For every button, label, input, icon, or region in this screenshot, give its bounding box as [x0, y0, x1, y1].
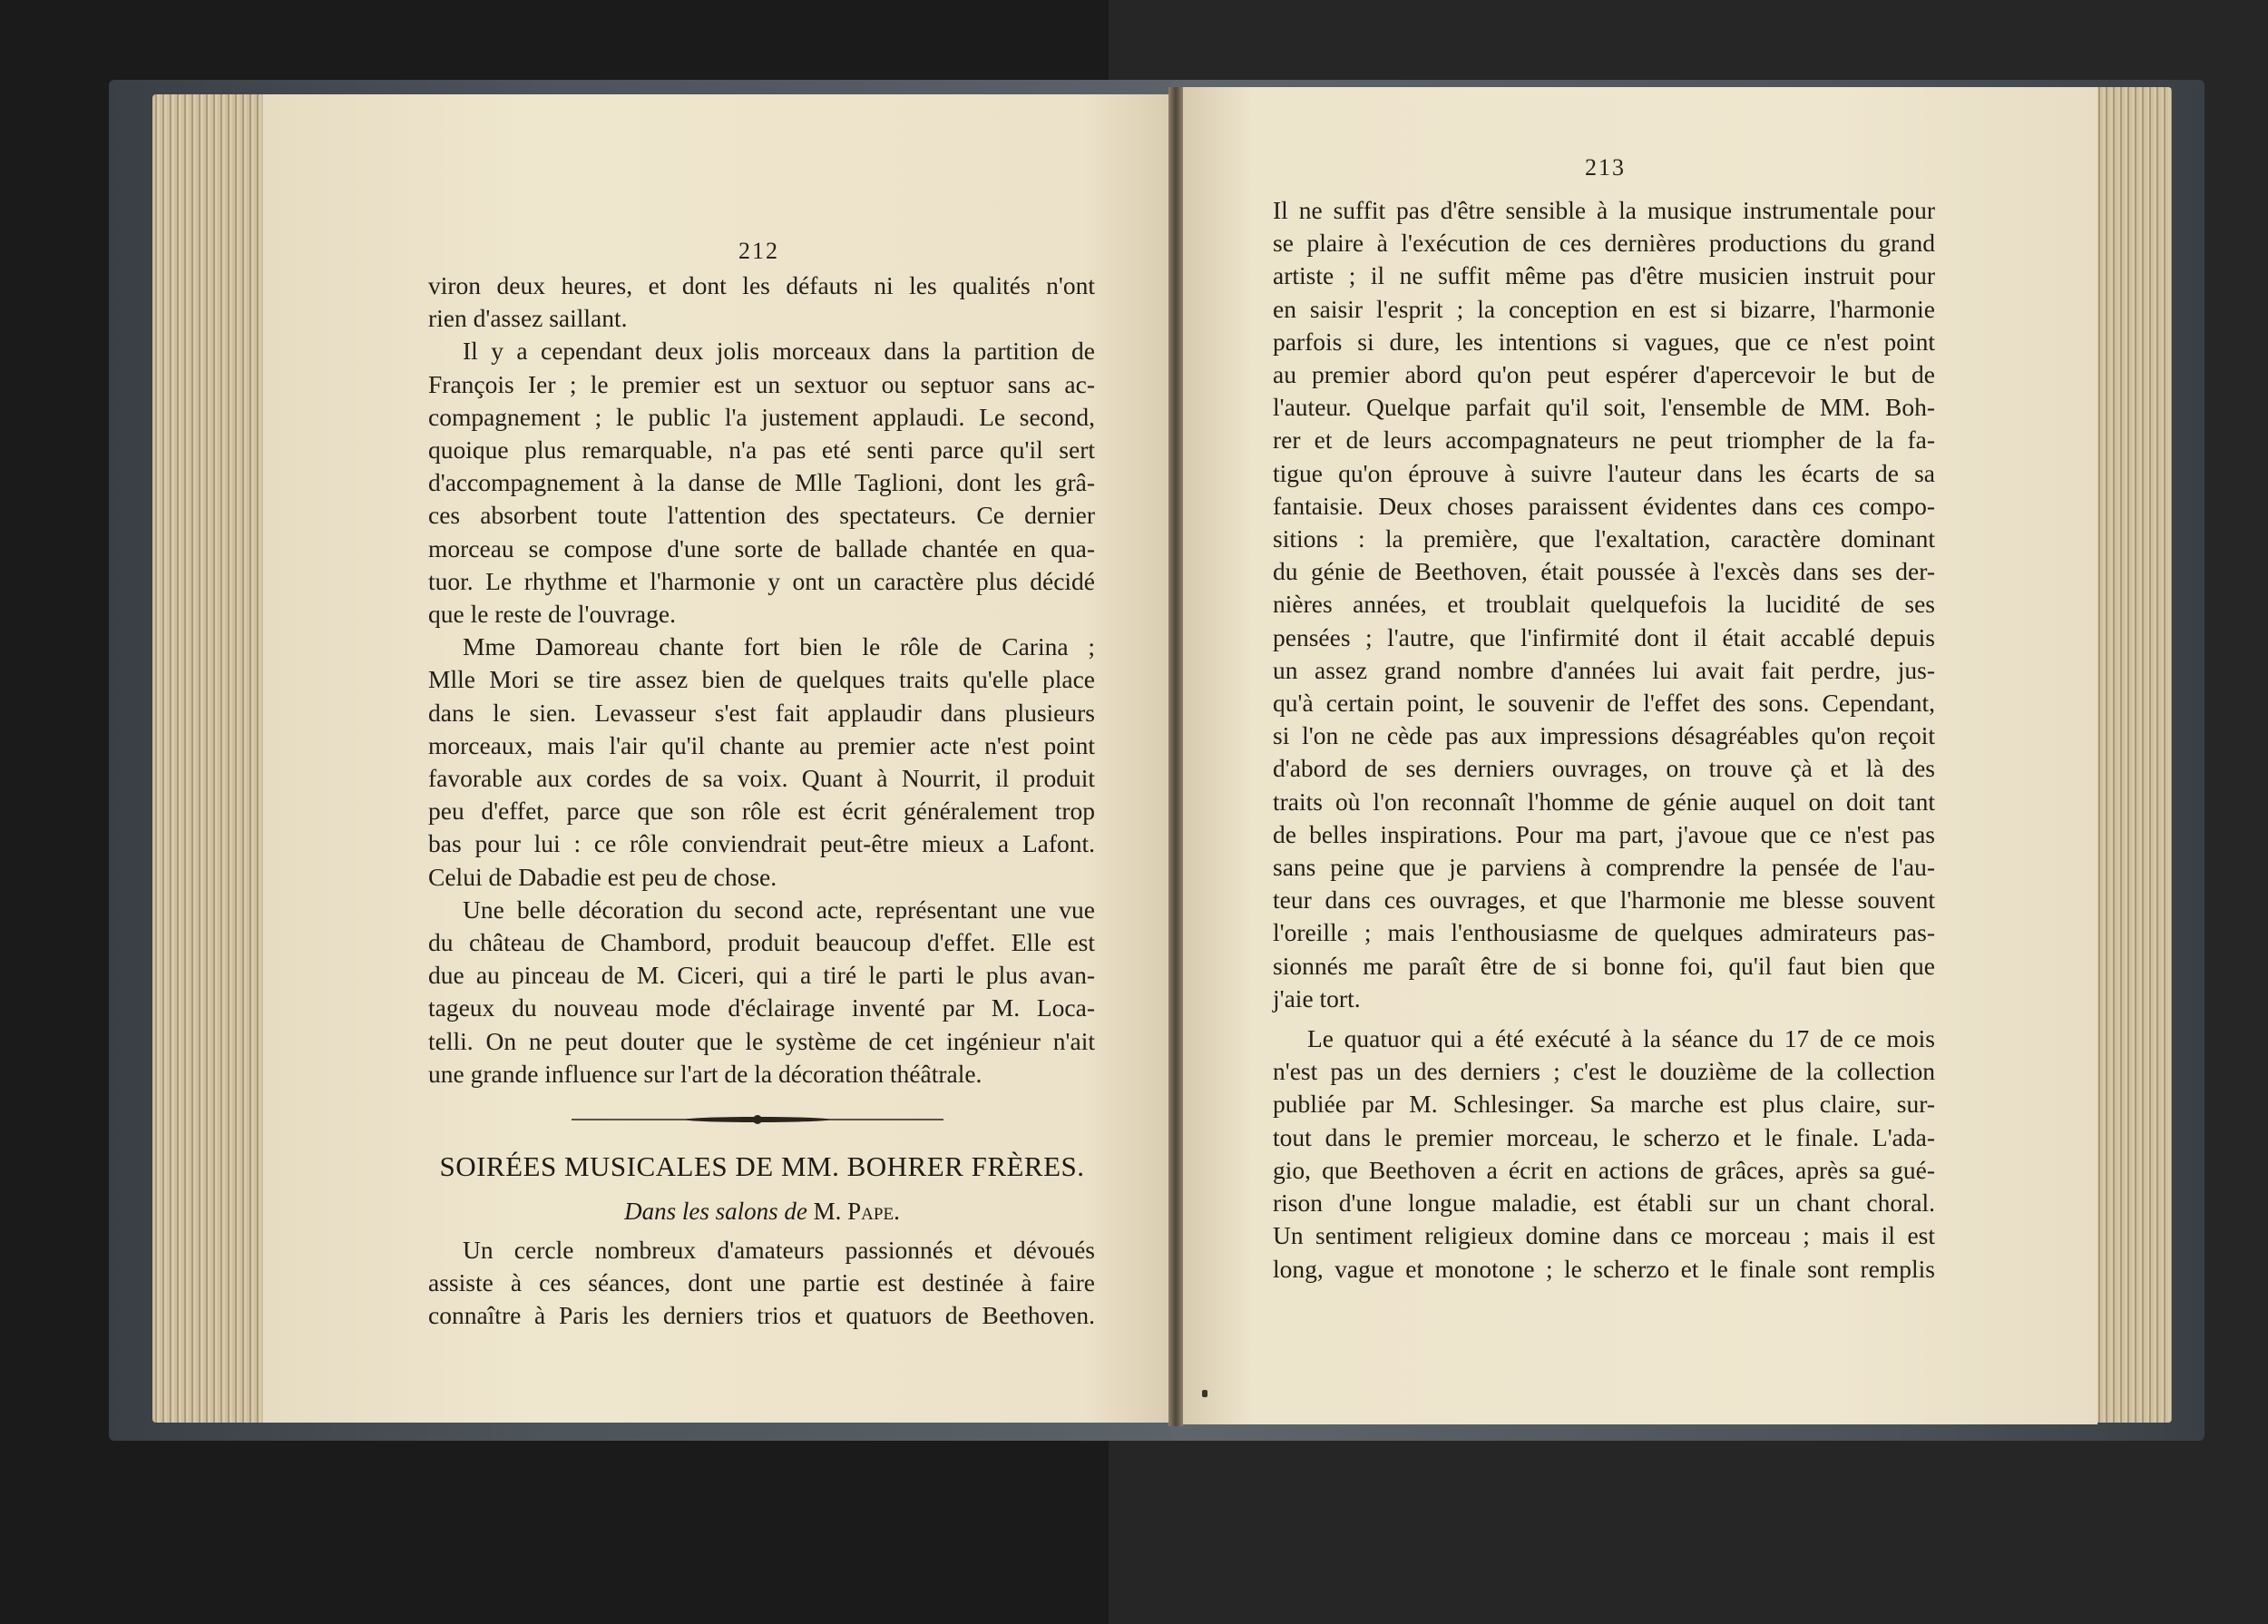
- text-line: connaître à Paris les derniers trios et quatuors de Beethoven.: [428, 1301, 1095, 1330]
- page-edges-right: [2096, 87, 2172, 1423]
- text-line: artiste ; il ne suffit même pas d'être musicien instruit pour: [1273, 261, 1935, 290]
- text-line: n'est pas un des derniers ; c'est le douzième de la collection: [1273, 1057, 1935, 1086]
- text-line: d'accompagnement à la danse de Mlle Taglioni, dont les grâ-: [428, 468, 1095, 497]
- text-line: sitions : la première, que l'exaltation, caractère dominant: [1273, 524, 1935, 553]
- section-body: [428, 1234, 1095, 1333]
- text-line: quoique plus remarquable, n'a pas eté senti parce qu'il sert: [428, 435, 1095, 465]
- text-line: traits où l'on reconnaît l'homme de génie auquel on doit tant: [1273, 787, 1935, 816]
- text-line: au premier abord qu'on peut espérer d'apercevoir le but de: [1273, 360, 1935, 389]
- text-line: gio, que Beethoven a écrit en actions de grâces, après sa gué-: [1273, 1155, 1935, 1184]
- text-line: sans peine que je parviens à comprendre la pensée de l'au-: [1273, 853, 1935, 882]
- text-line: telli. On ne peut douter que le système de cet ingénieur n'ait: [428, 1026, 1095, 1055]
- text-line: François Ier ; le premier est un sextuor ou septuor sans ac-: [428, 369, 1095, 398]
- text-line: tageux du nouveau mode d'éclairage inventé par M. Loca-: [428, 993, 1095, 1022]
- subheading-name: M. Pape.: [813, 1198, 900, 1225]
- right-page-body: [1273, 194, 1935, 1286]
- bookmark-thread: [1202, 1390, 1207, 1397]
- text-line: rer et de leurs accompagnateurs ne peut triompher de la fa-: [1273, 426, 1935, 455]
- page-number-left: 212: [738, 238, 779, 264]
- section-heading: SOIRÉES MUSICALES DE MM. BOHRER FRÈRES.: [439, 1150, 1085, 1182]
- text-line: Un cercle nombreux d'amateurs passionnés et dévoués: [463, 1236, 1095, 1264]
- text-line: du château de Chambord, produit beaucoup d'effet. Elle est: [428, 928, 1095, 957]
- text-line: publiée par M. Schlesinger. Sa marche est plus claire, sur-: [1273, 1090, 1935, 1119]
- text-line: ces absorbent toute l'attention des spectateurs. Ce dernier: [428, 501, 1095, 530]
- text-line: morceaux, mais l'air qu'il chante au premier acte n'est point: [428, 730, 1095, 759]
- text-line: Mlle Mori se tire assez bien de quelques traits qu'elle place: [428, 665, 1095, 694]
- text-line: Celui de Dabadie est peu de chose.: [428, 862, 777, 891]
- section-subheading: [426, 1198, 1098, 1226]
- text-line: compagnement ; le public l'a justement applaudi. Le second,: [428, 402, 1095, 431]
- text-line: d'abord de ses derniers ouvrages, on trouve çà et là des: [1273, 754, 1935, 783]
- text-line: Mme Damoreau chante fort bien le rôle de Carina ;: [463, 632, 1095, 661]
- text-line: une grande influence sur l'art de la décoration théâtrale.: [428, 1059, 982, 1088]
- text-line: Il ne suffit pas d'être sensible à la musique instrumentale pour: [1273, 196, 1935, 224]
- text-line: Un sentiment religieux domine dans ce morceau ; mais il est: [1273, 1221, 1935, 1250]
- text-line: l'oreille ; mais l'enthousiasme de quelques admirateurs pas-: [1273, 918, 1935, 947]
- text-line: tout dans le premier morceau, le scherzo et le finale. L'ada-: [1273, 1122, 1935, 1151]
- text-line: l'auteur. Quelque parfait qu'il soit, l'ensemble de MM. Boh-: [1273, 393, 1935, 422]
- text-line: dans le sien. Levasseur s'est fait applaudir dans plusieurs: [428, 698, 1095, 727]
- text-line: teur dans ces ouvrages, et que l'harmonie me blesse souvent: [1273, 885, 1935, 915]
- text-line: rison d'une longue maladie, est établi sur un chant choral.: [1273, 1189, 1935, 1218]
- text-line: que le reste de l'ouvrage.: [428, 600, 676, 629]
- text-line: tigue qu'on éprouve à suivre l'auteur dans les écarts de sa: [1273, 458, 1935, 487]
- text-line: bas pour lui : ce rôle conviendrait peut-être mieux a Lafont.: [428, 829, 1095, 858]
- text-line: parfois si dure, les intentions si vagues, que ce n'est point: [1273, 327, 1935, 356]
- text-line: Le quatuor qui a été exécuté à la séance du 17 de ce mois: [1307, 1024, 1935, 1053]
- text-line: si l'on ne cède pas aux impressions désagréables qu'on reçoit: [1273, 721, 1935, 750]
- page-number-right: 213: [1585, 154, 1626, 181]
- text-line: se plaire à l'exécution de ces dernières productions du grand: [1273, 229, 1935, 258]
- text-line: Une belle décoration du second acte, représentant une vue: [463, 895, 1095, 924]
- text-line: de belles inspirations. Pour ma part, j'avoue que ce n'est pas: [1273, 819, 1935, 848]
- text-line: favorable aux cordes de sa voix. Quant à Nourrit, il produit: [428, 764, 1095, 793]
- text-line: rien d'assez saillant.: [428, 304, 628, 333]
- book-gutter: [1168, 87, 1183, 1426]
- text-line: nières années, et troublait quelquefois la lucidité de ses: [1273, 590, 1935, 619]
- text-line: peu d'effet, parce que son rôle est écrit généralement trop: [428, 797, 1095, 826]
- text-line: viron deux heures, et dont les défauts ni les qualités n'ont: [428, 271, 1095, 299]
- text-line: pensées ; l'autre, que l'infirmité dont il était accablé depuis: [1273, 622, 1935, 651]
- text-line: morceau se compose d'une sorte de ballade chantée en qua-: [428, 533, 1095, 563]
- left-page-body: [428, 269, 1095, 1091]
- text-line: j'aie tort.: [1273, 983, 1361, 1013]
- text-line: un assez grand nombre d'années lui avait fait perdre, jus-: [1273, 655, 1935, 684]
- subheading-italic: Dans les salons de: [624, 1198, 807, 1225]
- page-edges-left: [152, 94, 265, 1423]
- text-line: sionnés me paraît être de si bonne foi, qu'il faut bien que: [1273, 951, 1935, 980]
- text-line: qu'à certain point, le souvenir de l'effet des sons. Cependant,: [1273, 689, 1935, 718]
- text-line: due au pinceau de M. Ciceri, qui a tiré le parti le plus avan-: [428, 961, 1095, 990]
- text-line: du génie de Beethoven, était poussée à l'excès dans ses der-: [1273, 557, 1935, 586]
- text-line: long, vague et monotone ; le scherzo et le finale sont remplis: [1273, 1254, 1935, 1283]
- text-line: tuor. Le rhythme et l'harmonie y ont un caractère plus décidé: [428, 566, 1095, 595]
- text-line: en saisir l'esprit ; la conception en est si bizarre, l'harmonie: [1273, 294, 1935, 323]
- text-line: fantaisie. Deux choses paraissent évidentes dans ces compo-: [1273, 491, 1935, 520]
- ornamental-rule: [572, 1113, 943, 1126]
- text-line: Il y a cependant deux jolis morceaux dans la partition de: [463, 337, 1095, 366]
- text-line: assiste à ces séances, dont une partie est destinée à faire: [428, 1268, 1095, 1297]
